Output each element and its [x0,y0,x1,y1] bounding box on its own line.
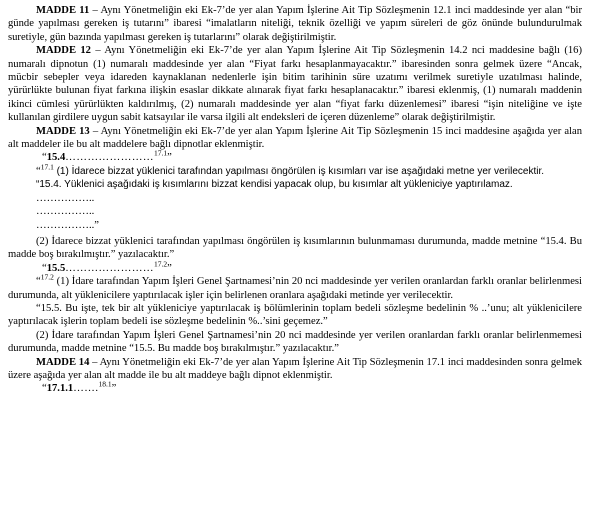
dot-line-2: …………….. [36,206,95,218]
quote-open: “ [42,383,47,395]
article-12 [8,44,582,124]
footnote-17-2-text: (1) İdare tarafından Yapım İşleri Genel Şartnamesi’nin 20 nci maddesinde yer verilen oranlardan farklı oranlar belirlenmesi durumunda, alt yüklenicilere yaptırılacak işler için belirlenen oranlara aşağıdaki metinde yer verilecektir. [8,276,582,301]
subclause-15-4-number: 15.4 [46,152,66,164]
clause-15-4-quote: “15.4. Yüklenici aşağıdaki iş kısımlarını bizzat kendisi yapacak olup, bu kısımlar alt yükleniciye yaptırılamaz. [36,179,513,191]
dot-line-3: ……………..” [36,219,99,231]
footnote-ref-17-2: 17.2 [154,259,168,269]
dot-line-1: …………….. [36,192,95,204]
article-12-text: – Aynı Yönetmeliğin eki Ek-7’de yer alan Yapım İşlerine Ait Tip Sözleşmenin 14.2 nci maddesine bağlı (16) numaralı dipnotun (1) numaralı maddesinde yer alan “Fiyat farkı hesaplanmayacaktır.” ibaresinden sonra gelmek üzere “Ancak, mücbir sebepler veya idareden kaynaklanan nedenlerle işin bitim tarihinin süre uzatımı verilmek suretiyle uzatılması halinde, yürürlükte bulunan fiyat farkına ilişkin esaslar dikkate alınarak fiyat farkı hesaplanacaktır.” ibaresi eklenmiş, (1) numaralı maddenin ikinci cümlesi yürürlükten kaldırılmış, (2) numaralı maddesinde yer alan “fiyat farkı düzenlemesi” ibaresi “işin niteliğine ve işte kullanılan girdilere uygun sabit katsayılar ile varsa ilgili alt endeksleri de içeren düzenleme” olarak değiştirilmiştir. [8,45,582,124]
quote-close: ” [167,152,172,164]
article-12-heading: MADDE 12 [36,45,91,57]
subclause-15-4-label [8,148,582,164]
article-11-text: – Aynı Yönetmeliğin eki Ek-7’de yer alan Yapım İşlerine Ait Tip Sözleşmenin 12.1 inci maddesinde yer alan “bir günde yapılması gereken iş tutarını” ibaresi “imalatların niteliği, teknik özelliği ve yapım süreleri de göz önünde bulundurulmak suretiyle, gün bazında yapılması gereken iş tutarlarını” olarak değiştirilmiştir. [8,5,582,43]
subclause-17-1-1-number: 17.1.1 [46,383,74,395]
footnote-17-2-para-2: (2) İdare tarafından Yapım İşleri Genel Şartnamesi’nin 20 nci maddesinde yer verilen oranlardan farklı oranlar belirlenmemesi durumunda, madde metnine “15.5. Bu madde boş bırakılmıştır.” yazılacaktır.” [8,329,582,355]
subclause-15-5-dots: …………………… [65,262,154,274]
quote-close: ” [111,383,117,395]
quote-open: “ [36,276,41,288]
subclause-17-1-1-dots: ……. [73,383,99,395]
footnote-ref-17-1: 17.1 [154,148,168,158]
footnote-17-1-para-2: (2) İdarece bizzat yüklenici tarafından yapılması öngörülen iş kısımlarının bulunmaması durumunda, madde metnine “15.4. Bu madde boş bırakılmıştır.” yazılacaktır.” [8,235,582,261]
quote-open: “ [36,165,41,177]
footnote-17-2-number: 17.2 [40,272,54,282]
footnote-17-1-text: (1) İdarece bizzat yüklenici tarafından yapılması öngörülen iş kısımları var ise aşağıdaki metne yer verilecektir. [53,165,545,177]
article-14-text: – Aynı Yönetmeliğin eki Ek-7’de yer alan Yapım İşlerine Ait Tip Sözleşmenin 17.1 inci maddesinden sonra gelmek üzere aşağıda yer alan alt madde ile bu alt maddeye bağlı dipnot eklenmiştir. [8,356,583,381]
article-14 [8,356,582,383]
footnote-17-1-number: 17.1 [40,162,54,172]
subclause-15-4-dots: …………………… [65,152,154,164]
footnote-ref-18-1: 18.1 [98,379,112,389]
article-14-heading: MADDE 14 [36,356,90,368]
article-13 [8,125,582,152]
footnote-17-2 [8,272,582,302]
subclause-15-5-number: 15.5 [46,262,66,274]
subclause-15-5-label [8,259,582,275]
quote-open: “ [42,152,47,164]
clause-15-5-quote: “15.5. Bu işte, tek bir alt yükleniciye yaptırılacak iş bölümlerinin toplam bedeli sözleşme bedelinin % ..’unu; alt yüklenicilere yaptırılacak işlerin toplam bedeli ise sözleşme bedelinin %..’sini geçemez.” [8,302,582,328]
quote-close: ” [167,262,172,274]
article-13-text: – Aynı Yönetmeliğin eki Ek-7’de yer alan Yapım İşlerine Ait Tip Sözleşmenin 15 inci maddesine aşağıda yer alan alt maddeler ile bu alt maddelere bağlı dipnotlar eklenmiştir. [8,125,582,151]
article-11 [8,4,582,44]
article-13-heading: MADDE 13 [36,125,90,137]
article-11-heading: MADDE 11 [36,5,90,16]
footnote-17-1 [8,162,582,178]
subclause-17-1-1-label [8,379,582,395]
quote-open: “ [42,262,47,274]
